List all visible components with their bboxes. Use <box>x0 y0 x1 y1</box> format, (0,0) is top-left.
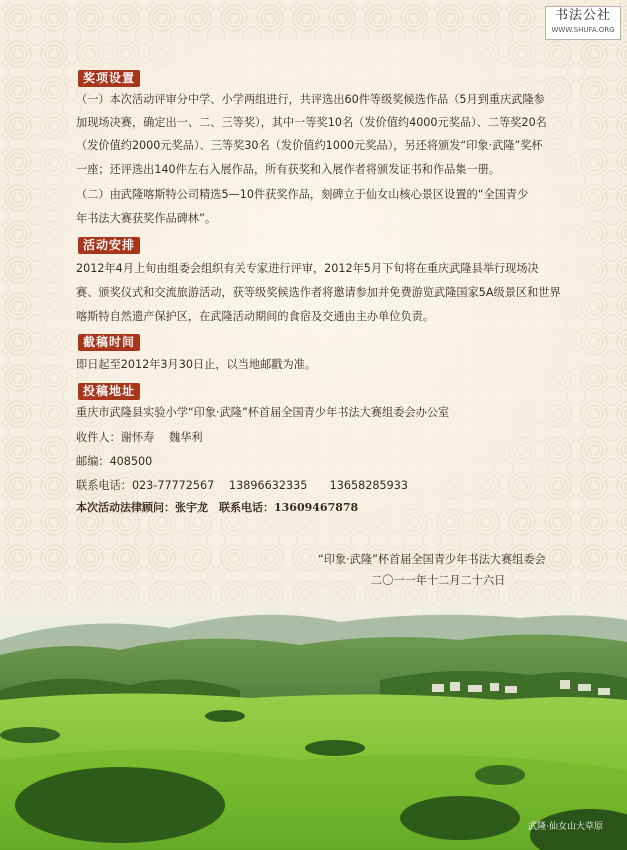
site-watermark <box>545 6 621 40</box>
schedule-line-2: 赛、颁奖仪式和交流旅游活动，获等级奖候选作者将邀请参加并免费游览武隆国家5A级景区和世界 <box>76 286 561 299</box>
address-org: 重庆市武隆县实验小学“印象·武隆”杯首届全国青少年书法大赛组委会办公室 <box>76 406 450 419</box>
watermark-url: WWW.SHUFA.ORG <box>551 26 615 34</box>
deadline-heading: 截稿时间 <box>78 334 140 351</box>
address-recipients: 收件人：谢怀寿 魏华利 <box>76 431 203 444</box>
signature-date: 二〇一一年十二月二十六日 <box>371 574 506 587</box>
address-heading: 投稿地址 <box>78 383 140 400</box>
awards-p1-line-3: （发价值约2000元奖品）、三等奖30名（发价值约1000元奖品），另还将颁发“印象·武隆”奖杯 <box>76 139 543 152</box>
awards-p2-line-1: （二）由武隆喀斯特公司精选5—10件获奖作品，刻碑立于仙女山核心景区设置的“全国青少 <box>76 188 529 201</box>
awards-p1-line-4: 一座；还评选出140件左右入展作品，所有获奖和入展作者将颁发证书和作品集一册。 <box>76 163 501 176</box>
awards-p2-line-2: 年书法大赛获奖作品碑林”。 <box>76 212 217 225</box>
schedule-line-1: 2012年4月上旬由组委会组织有关专家进行评审，2012年5月下旬将在重庆武隆县举行现场决 <box>76 262 539 275</box>
address-postcode: 邮编：408500 <box>76 455 153 468</box>
awards-p1-line-2: 加现场决赛，确定出一、二、三等奖），其中一等奖10名（发价值约4000元奖品）、二等奖20名 <box>76 116 547 129</box>
signature-org: “印象·武隆”杯首届全国青少年书法大赛组委会 <box>318 553 546 566</box>
address-phone: 联系电话：023-77772567 13896632335 13658285933 <box>76 479 408 492</box>
schedule-heading: 活动安排 <box>78 237 140 254</box>
awards-p1-line-1: （一）本次活动评审分中学、小学两组进行，共评选出60件等级奖候选作品（5月到重庆武隆参 <box>76 93 545 106</box>
deadline-text: 即日起至2012年3月30日止，以当地邮戳为准。 <box>76 358 317 371</box>
schedule-line-3: 喀斯特自然遗产保护区，在武隆活动期间的食宿及交通由主办单位负责。 <box>76 310 435 323</box>
watermark-title: 书法公社 <box>554 8 611 23</box>
legal-advisor: 本次活动法律顾问：张宇龙 联系电话：13609467878 <box>76 501 359 514</box>
photo-caption: 武隆·仙女山大草原 <box>528 822 603 832</box>
awards-heading: 奖项设置 <box>78 70 140 87</box>
